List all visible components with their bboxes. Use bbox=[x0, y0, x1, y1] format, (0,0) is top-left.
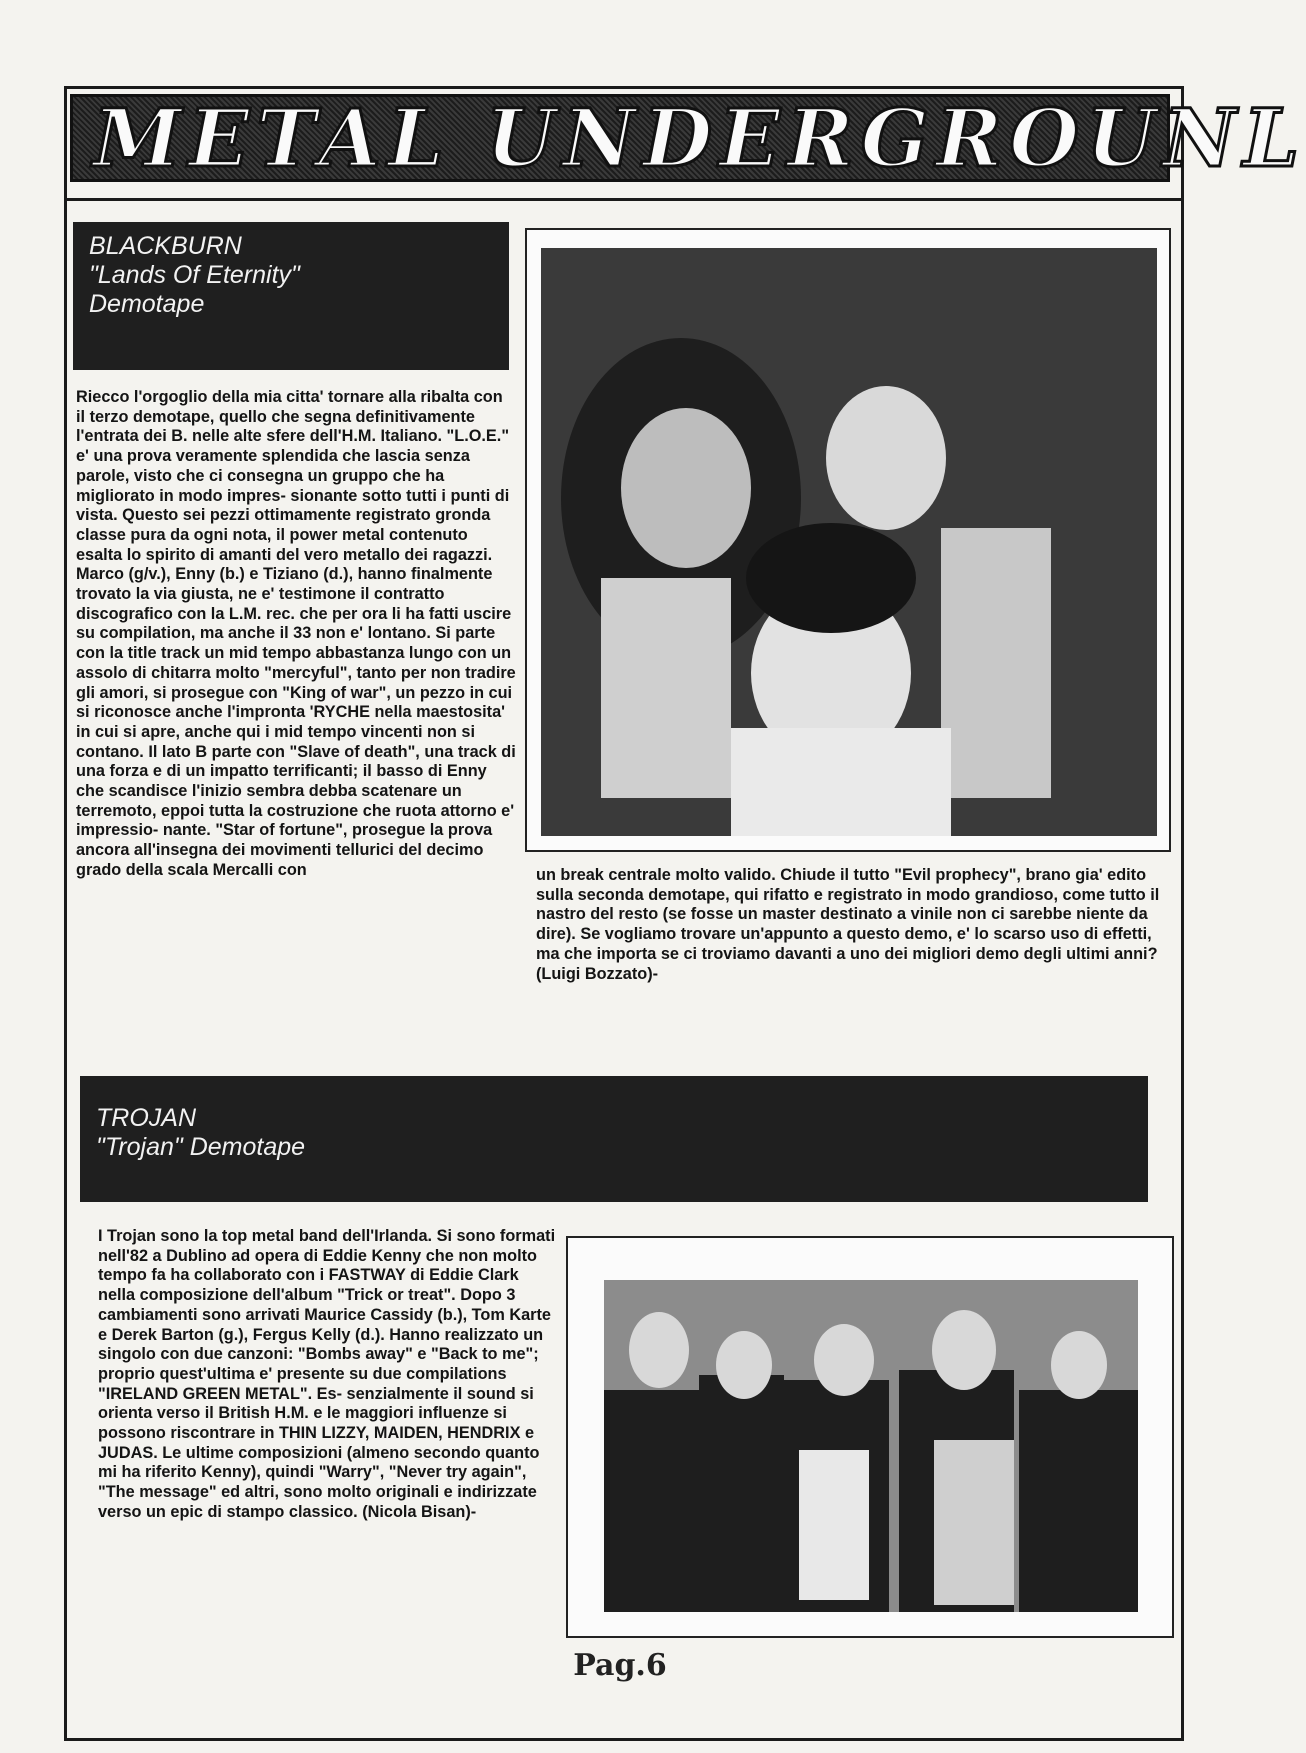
blackburn-release-title: "Lands Of Eternity" bbox=[89, 261, 300, 289]
trojan-band-photo bbox=[604, 1280, 1138, 1612]
blackburn-band-name: BLACKBURN bbox=[89, 232, 242, 260]
blackburn-band-photo bbox=[541, 248, 1157, 836]
masthead-divider bbox=[64, 198, 1184, 201]
blackburn-photo-frame bbox=[525, 228, 1171, 852]
trojan-heading bbox=[80, 1076, 1148, 1202]
trojan-release-line: "Trojan" Demotape bbox=[96, 1133, 306, 1161]
masthead-banner bbox=[70, 91, 1306, 185]
trojan-review: I Trojan sono la top metal band dell'Irlanda. Si sono formati nell'82 a Dublino ad opera di Eddie Kenny che non molto tempo fa ha collaborato con i FASTWAY di Eddie Clark nella composizione dell'album "Trick or treat". Dopo 3 cambiamenti sono arrivati Maurice Cassidy (b.), Tom Karte e Derek Barton (g.), Fergus Kelly (d.). Hanno realizzato un singolo con due canzoni: "Bombs away" e "Back to me"; proprio quest'ultima e' presente su due compilations "IRELAND GREEN METAL". Es- senzialmente il sound si orienta verso il British H.M. e le maggiori influenze si possono riscontrare in THIN LIZZY, MAIDEN, HENDRIX e JUDAS. Le ultime composizioni (almeno secondo quanto mi ha riferito Kenny), quindi "Warry", "Never try again", "The message" ed altri, sono molto originali e indirizzate verso un epic di stampo classico. (Nicola Bisan)- bbox=[98, 1227, 556, 1521]
page-number: Pag.6 bbox=[573, 1648, 667, 1683]
blackburn-review-right: un break centrale molto valido. Chiude il tutto "Evil prophecy", brano gia' edito sulla seconda demotape, qui rifatto e registrato in modo grandioso, come tutto il nastro del resto (se fosse un master destinato a vinile non ci sarebbe niente da dire). Se vogliamo trovare un'appunto a questo demo, e' lo scarso uso di effetti, ma che importa se ci troviamo davanti a uno dei migliori demo degli ultimi anni? (Luigi Bozzato)- bbox=[536, 866, 1160, 983]
blackburn-review-left: Riecco l'orgoglio della mia citta' tornare alla ribalta con il terzo demotape, quello che segna definitivamente l'entrata dei B. nelle alte sfere dell'H.M. Italiano. "L.O.E." e' una prova veramente splendida che lascia senza parole, visto che ci consegna un gruppo che ha migliorato in modo impres- sionante sotto tutti i punti di vista. Questo sei pezzi ottimamente registrato gronda classe pura da ogni nota, il power metal contenuto esalta lo spirito di amanti del vero metallo dei ragazzi. Marco (g/v.), Enny (b.) e Tiziano (d.), hanno finalmente trovato la via giusta, ne e' testimone il contratto discografico con la L.M. rec. che per ora li ha fatti uscire su compilation, ma anche il 33 non e' lontano. Si parte con la title track un mid tempo abbastanza lungo con un assolo di chitarra molto "mercyful", tanto per non tradire gli amori, si prosegue con "King of war", un pezzo in cui si riconosce anche l'impronta 'RYCHE nella maestosita' in cui si apre, anche qui i mid tempo vincenti non si contano. Il lato B parte con "Slave of death", una track di una forza e di un impatto terrificanti; il basso di Enny che scandisce l'inizio sembra debba scatenare un terremoto, eppoi tutta la costruzione che ruota attorno e' impressio- nante. "Star of fortune", prosegue la prova ancora all'insegna dei movimenti tellurici del decimo grado della scala Mercalli con bbox=[76, 388, 516, 879]
blackburn-heading bbox=[73, 222, 509, 370]
trojan-photo-frame bbox=[566, 1236, 1174, 1638]
masthead-title: METAL UNDERGROUNL bbox=[93, 91, 1306, 185]
trojan-band-name: TROJAN bbox=[96, 1104, 196, 1132]
blackburn-format: Demotape bbox=[89, 290, 205, 318]
